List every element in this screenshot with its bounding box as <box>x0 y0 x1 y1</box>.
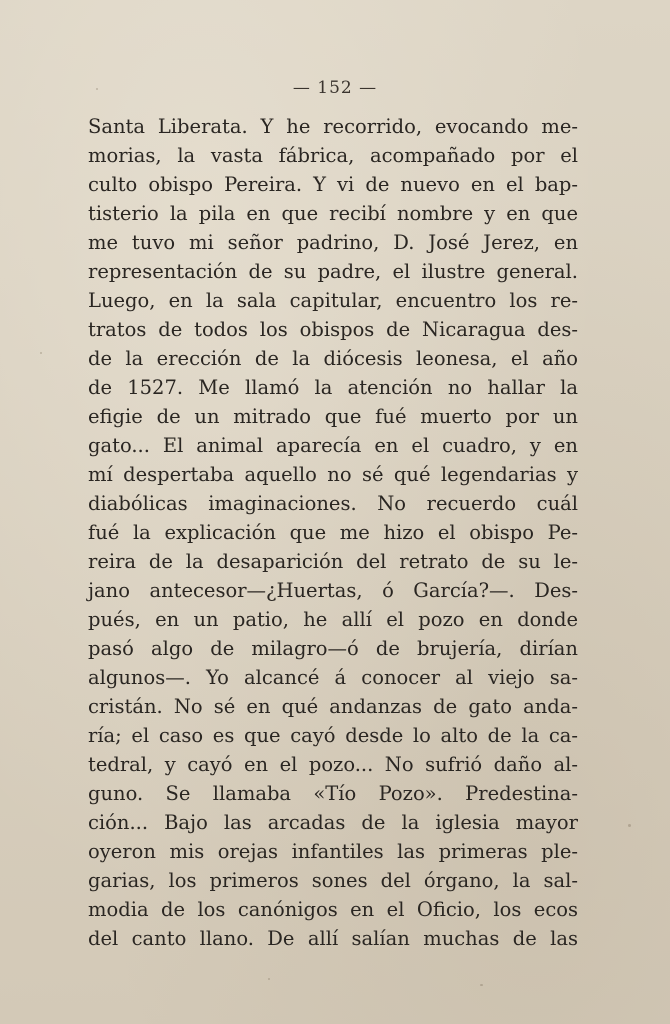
text-line: gato... El animal aparecía en el cuadro, y en <box>88 434 578 457</box>
text-line: pués, en un patio, he allí el pozo en donde <box>88 608 578 631</box>
page-number: — 152 — <box>292 78 378 98</box>
text-line: Luego, en la sala capitular, encuentro los re- <box>88 289 578 312</box>
text-line: algunos—. Yo alcancé á conocer al viejo sa- <box>88 666 578 689</box>
text-line: fué la explicación que me hizo el obispo Pe- <box>88 521 578 544</box>
text-line: reira de la desaparición del retrato de su le- <box>88 550 578 573</box>
text-line: ría; el caso es que cayó desde lo alto de la ca- <box>88 724 578 747</box>
paper-speck <box>480 984 483 986</box>
text-line: cristán. No sé en qué andanzas de gato anda- <box>88 695 578 718</box>
text-line: tedral, y cayó en el pozo... No sufrió daño al- <box>88 753 578 776</box>
paper-speck <box>40 352 42 354</box>
text-line: jano antecesor—¿Huertas, ó García?—. Des- <box>88 579 578 602</box>
paper-speck <box>628 824 631 827</box>
text-line: modia de los canónigos en el Oficio, los ecos <box>88 898 578 921</box>
paper-speck <box>268 978 270 980</box>
text-line: tisterio la pila en que recibí nombre y en que <box>88 202 578 225</box>
text-line: efigie de un mitrado que fué muerto por un <box>88 405 578 428</box>
text-line: oyeron mis orejas infantiles las primeras ple- <box>88 840 578 863</box>
text-line: tratos de todos los obispos de Nicaragua des- <box>88 318 578 341</box>
text-line: ción... Bajo las arcadas de la iglesia mayor <box>88 811 578 834</box>
body-text <box>88 112 578 953</box>
text-line: diabólicas imaginaciones. No recuerdo cuál <box>88 492 578 515</box>
text-line: mí despertaba aquello no sé qué legendarias y <box>88 463 578 486</box>
text-line: del canto llano. De allí salían muchas de las <box>88 927 578 950</box>
text-line: me tuvo mi señor padrino, D. José Jerez, en <box>88 231 578 254</box>
text-line: garias, los primeros sones del órgano, la sal- <box>88 869 578 892</box>
text-line: de la erección de la diócesis leonesa, el año <box>88 347 578 370</box>
text-line: morias, la vasta fábrica, acompañado por el <box>88 144 578 167</box>
text-line: pasó algo de milagro—ó de brujería, dirían <box>88 637 578 660</box>
text-line: representación de su padre, el ilustre general. <box>88 260 578 283</box>
text-line: guno. Se llamaba «Tío Pozo». Predestina- <box>88 782 578 805</box>
text-line: Santa Liberata. Y he recorrido, evocando me- <box>88 115 578 138</box>
text-line: culto obispo Pereira. Y vi de nuevo en el bap- <box>88 173 578 196</box>
text-line: de 1527. Me llamó la atención no hallar la <box>88 376 578 399</box>
